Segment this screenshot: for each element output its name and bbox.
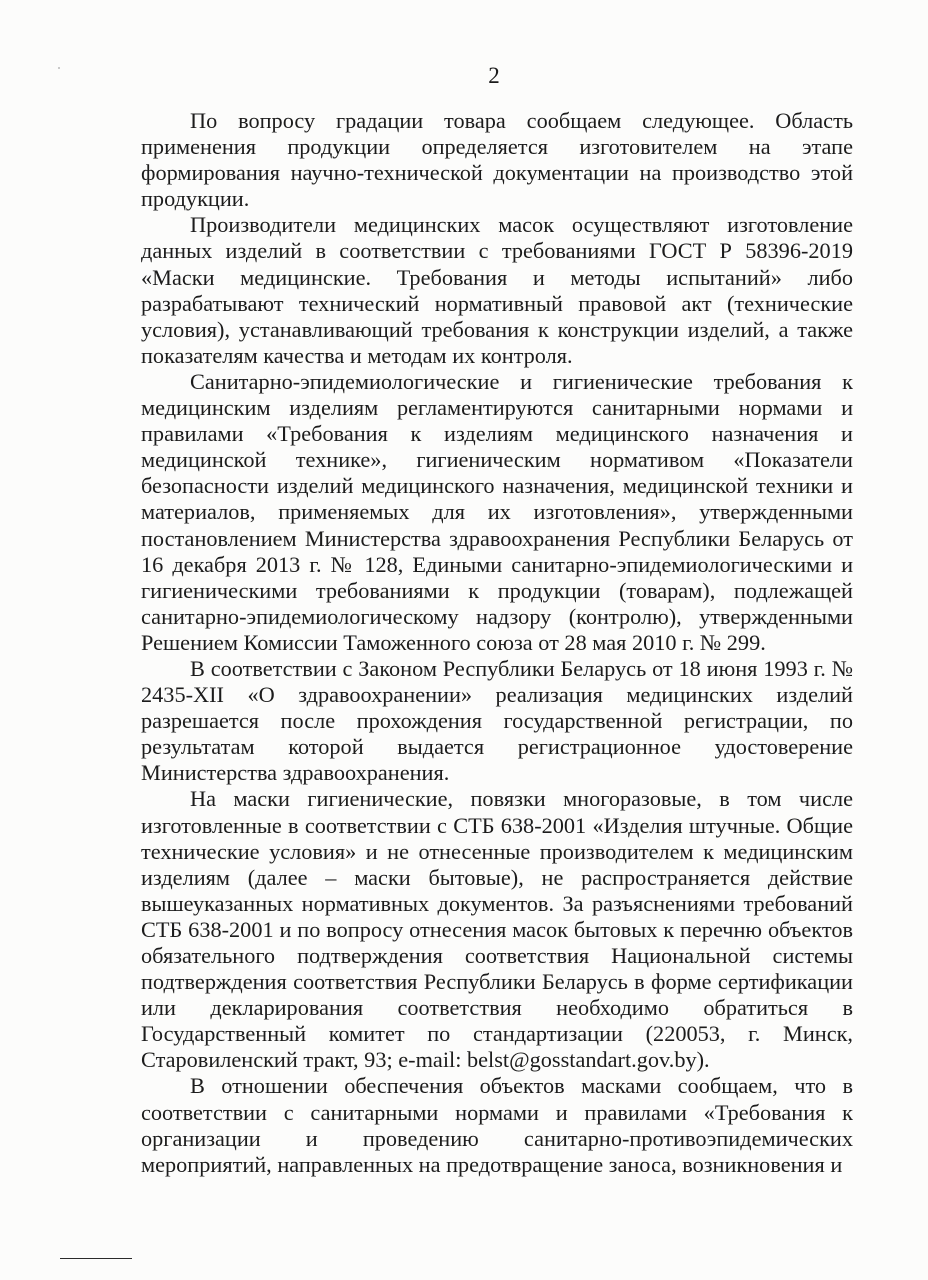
footer-rule bbox=[60, 1258, 132, 1259]
page-number: 2 bbox=[488, 63, 500, 88]
paragraph-product-grading: По вопросу градации товара сообщаем следующее. Область применения продукции определяется изготовителем на этапе формирования научно-технической документации на производство этой продукции. bbox=[141, 108, 853, 212]
paragraph-mask-manufacturers: Производители медицинских масок осуществляют изготовление данных изделий в соответствии с требованиями ГОСТ Р 58396-2019 «Маски медицинские. Требования и методы испытаний» либо разрабатывают технический нормативный правовой акт (технические условия), устанавливающий требования к конструкции изделий, а также показателям качества и методам их контроля. bbox=[141, 212, 853, 368]
paragraph-sanitary-requirements: Санитарно-эпидемиологические и гигиенические требования к медицинским изделиям регламентируются санитарными нормами и правилами «Требования к изделиям медицинского назначения и медицинской технике», гигиеническим нормативом «Показатели безопасности изделий медицинского назначения, медицинской техники и материалов, применяемых для их изготовления», утвержденными постановлением Министерства здравоохранения Республики Беларусь от 16 декабря 2013 г. № 128, Едиными санитарно-эпидемиологическими и гигиеническими требованиями к продукции (товарам), подлежащей санитарно-эпидемиологическому надзору (контролю), утвержденными Решением Комиссии Таможенного союза от 28 мая 2010 г. № 299. bbox=[141, 368, 853, 655]
paragraph-household-masks: На маски гигиенические, повязки многоразовые, в том числе изготовленные в соответствии с СТБ 638-2001 «Изделия штучные. Общие технические условия» и не отнесенные производителем к медицинским изделиям (далее – маски бытовые), не распространяется действие вышеуказанных нормативных документов. За разъяснениями требований СТБ 638-2001 и по вопросу отнесения масок бытовых к перечню объектов обязательного подтверждения соответствия Национальной системы подтверждения соответствия Республики Беларусь в форме сертификации или декларирования соответствия необходимо обратиться в Государственный комитет по стандартизации (220053, г. Минск, Старовиленский тракт, 93; e-mail: belst@gosstandart.gov.by). bbox=[141, 786, 853, 1073]
letter-body bbox=[141, 108, 853, 1178]
paragraph-mask-provision: В отношении обеспечения объектов масками сообщаем, что в соответствии с санитарными нормами и правилами «Требования к организации и проведению санитарно-противоэпидемических мероприятий, направленных на предотвращение заноса, возникновения и bbox=[141, 1073, 853, 1177]
paragraph-registration-law: В соответствии с Законом Республики Беларусь от 18 июня 1993 г. № 2435-XII «О здравоохранении» реализация медицинских изделий разрешается после прохождения государственной регистрации, по результатам которой выдается регистрационное удостоверение Министерства здравоохранения. bbox=[141, 655, 853, 786]
